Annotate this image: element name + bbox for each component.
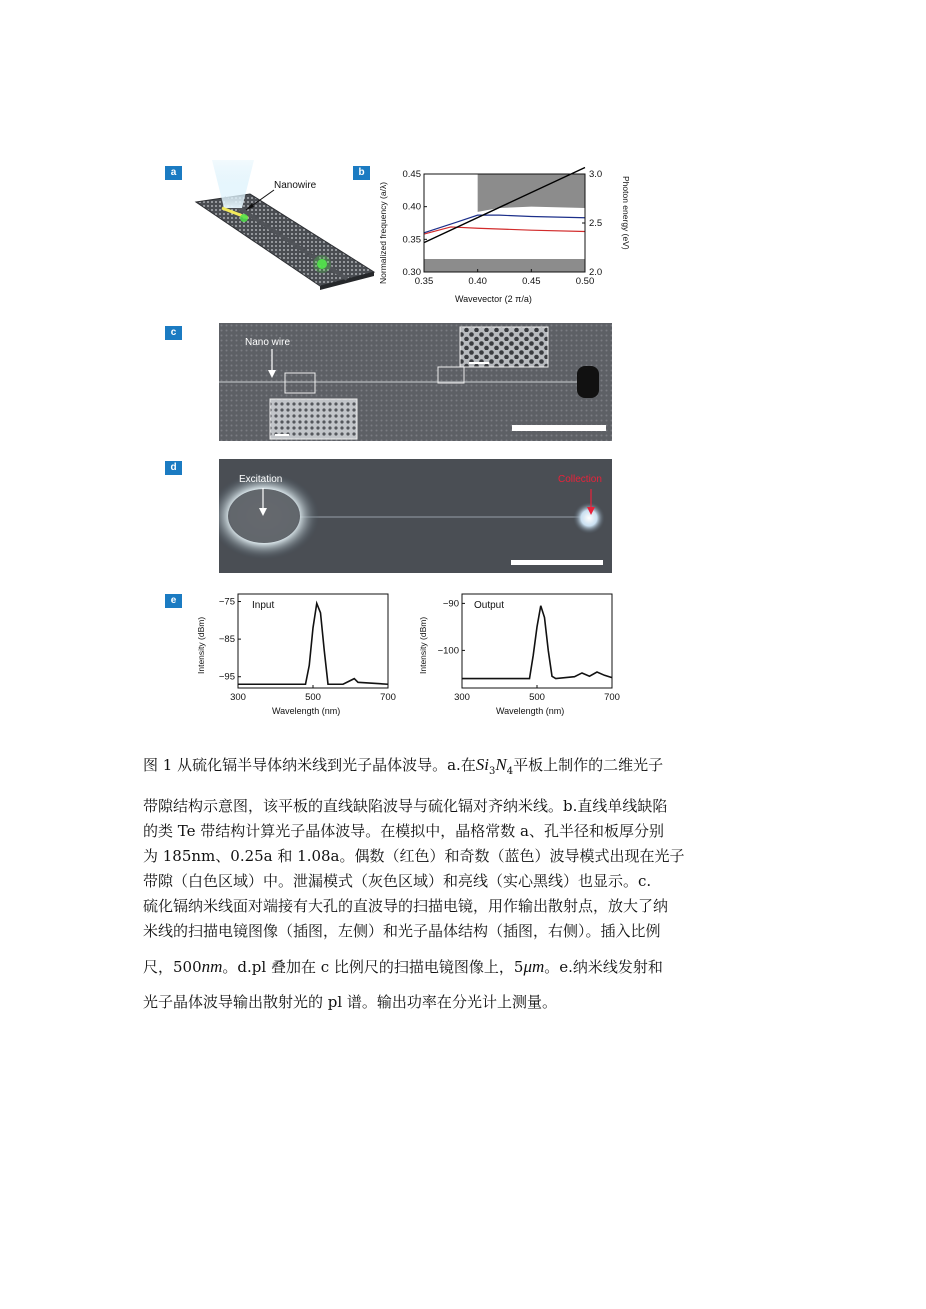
output-ytick: −90 [442,598,459,610]
output-xtick: 500 [529,692,545,703]
figure-caption [143,752,793,1015]
panel-a-schematic [182,160,377,300]
inset-right [460,327,548,367]
output-spectrum-line [462,606,612,679]
caption-line: 米线的扫描电镜图像（插图，左侧）和光子晶体结构（插图，右侧）。插入比例 [143,922,661,940]
input-xtick: 300 [230,692,246,703]
caption-line: 尺，500nm。d.pl 叠加在 c 比例尺的扫描电镜图像上，5μm。e.纳米线发射和 [143,957,663,976]
input-xtick: 500 [305,692,321,703]
output-hole [577,366,599,398]
output-ytick: −100 [437,645,459,657]
panel-d-pl-image [219,459,612,573]
panel-b-tag: b [353,166,370,180]
leaky-region-lower [424,259,585,272]
panel-e-tag: e [165,594,182,608]
output-xlabel: Wavelength (nm) [496,706,565,716]
inset-left [270,399,357,439]
panel-b-ytick-left: 0.30 [402,267,421,278]
output-xtick: 300 [454,692,470,703]
panel-b-xtick: 0.40 [468,276,487,287]
panel-b-ytick-left: 0.45 [402,169,421,180]
panel-e-output-chart [412,588,627,718]
math-si: Si [475,755,490,774]
panel-b-ytick-left: 0.40 [402,201,421,213]
caption-line: 光子晶体波导输出散射光的 pl 谱。输出功率在分光计上测量。 [143,993,557,1011]
caption-line: 的类 Te 带结构计算光子晶体波导。在模拟中，晶格常数 a、孔半径和板厚分别 [143,822,664,840]
excitation-label: Excitation [239,474,283,485]
scale-bar [511,560,603,565]
output-ylabel: Intensity (dBm) [418,616,428,674]
input-title: Input [252,600,275,611]
panel-b-ytick-right: 2.5 [589,218,603,229]
panel-b-ytick-left: 0.35 [402,234,421,246]
input-spectrum-line [238,603,388,684]
caption-line: 为 185nm、0.25a 和 1.08a。偶数（红色）和奇数（蓝色）波导模式出现在光子 [143,847,685,865]
panel-a-tag: a [165,166,182,180]
panel-d-tag: d [165,461,182,475]
panel-e-input-chart [190,588,405,718]
nanowire-label: Nano wire [245,337,291,348]
panel-c-tag: c [165,326,182,340]
even-mode-line [424,227,585,234]
caption-line: 硫化镉纳米线面对端接有大孔的直波导的扫描电镜，用作输出散射点，放大了纳 [143,897,669,915]
collection-label: Collection [558,474,602,485]
input-ytick: −95 [218,671,235,683]
input-ylabel: Intensity (dBm) [196,616,206,674]
panel-b-ylabel-left: Normalized frequency (a/λ) [378,181,388,284]
caption-line: 图 1 从硫化镉半导体纳米线到光子晶体波导。a.在$Si_3N_4$平板上制作的二维光子 [143,755,664,777]
input-ytick: −75 [218,596,235,608]
caption-line: 带隙（白色区域）中。泄漏模式（灰色区域）和亮线（实心黑线）也显示。c. [143,872,652,890]
output-xtick: 700 [604,692,620,703]
panel-b-xlabel: Wavevector (2 π/a) [455,294,532,304]
output-title: Output [474,600,505,611]
scale-bar [512,425,606,431]
math-n: N [495,755,507,774]
panel-b-ylabel-right: Photon energy (eV) [621,176,631,250]
panel-b-xtick: 0.35 [414,276,434,287]
caption-line: 带隙结构示意图，该平板的直线缺陷波导与硫化镉对齐纳米线。b.直线单线缺陷 [143,797,668,815]
panel-b-band-chart [372,162,642,312]
collection-spot [573,502,605,534]
panel-b-ytick-right: 2.0 [589,267,603,278]
panel-b-xtick: 0.45 [522,276,541,287]
input-xlabel: Wavelength (nm) [272,706,341,716]
odd-mode-line [424,215,585,233]
input-ytick: −85 [218,634,235,646]
input-xtick: 700 [380,692,396,703]
panel-b-xtick: 0.50 [575,276,595,287]
panel-c-sem-image [219,323,612,441]
panel-b-ytick-right: 3.0 [589,169,603,180]
nanowire-label: Nanowire [274,180,317,191]
